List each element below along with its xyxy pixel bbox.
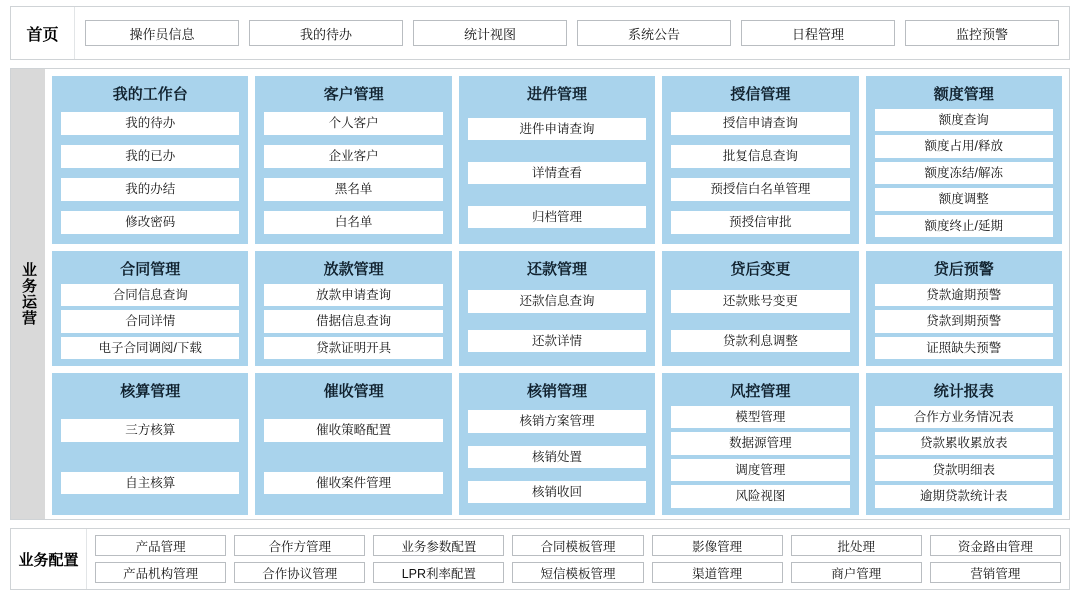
module-card <box>866 76 1062 244</box>
module-card <box>459 373 655 515</box>
config-item[interactable]: 合作协议管理 <box>234 562 365 583</box>
module-card <box>255 373 451 515</box>
module-card-items <box>468 284 646 359</box>
module-card-title: 客户管理 <box>323 86 384 103</box>
module-card-items <box>264 109 442 237</box>
module-card-items <box>468 406 646 508</box>
module-card <box>52 373 248 515</box>
module-card-item[interactable]: 放款申请查询 <box>264 284 442 306</box>
module-card-items <box>264 406 442 508</box>
module-card-item[interactable]: 预授信白名单管理 <box>671 178 849 200</box>
module-card-title: 我的工作台 <box>112 86 188 103</box>
module-card-item[interactable]: 合作方业务情况表 <box>875 406 1053 428</box>
module-card-item[interactable]: 企业客户 <box>264 145 442 167</box>
top-nav-item[interactable]: 监控预警 <box>905 20 1059 46</box>
module-card-item[interactable]: 归档管理 <box>468 206 646 228</box>
module-card-item[interactable]: 贷款证明开具 <box>264 337 442 359</box>
module-card-item[interactable]: 核销处置 <box>468 446 646 468</box>
module-card-item[interactable]: 详情查看 <box>468 162 646 184</box>
module-card-items <box>875 406 1053 508</box>
config-item[interactable]: LPR利率配置 <box>373 562 504 583</box>
module-card-item[interactable]: 还款账号变更 <box>671 290 849 312</box>
module-card-items <box>61 284 239 359</box>
module-card-item[interactable]: 授信申请查询 <box>671 112 849 134</box>
config-item[interactable]: 产品管理 <box>95 535 226 556</box>
module-card-item[interactable]: 还款信息查询 <box>468 290 646 312</box>
operations-label: 业务运营 <box>11 69 45 519</box>
module-card-item[interactable]: 我的待办 <box>61 112 239 134</box>
module-card-item[interactable]: 贷款累收累放表 <box>875 432 1053 454</box>
module-card-items <box>61 109 239 237</box>
module-card-title: 合同管理 <box>120 260 181 278</box>
module-card <box>662 251 858 366</box>
module-card-item[interactable]: 批复信息查询 <box>671 145 849 167</box>
module-card <box>866 373 1062 515</box>
config-item[interactable]: 营销管理 <box>930 562 1061 583</box>
top-nav-item[interactable]: 日程管理 <box>741 20 895 46</box>
config-label: 业务配置 <box>11 529 87 589</box>
module-card-item[interactable]: 调度管理 <box>671 459 849 481</box>
module-card-item[interactable]: 预授信审批 <box>671 211 849 233</box>
top-nav-label: 首页 <box>11 7 75 59</box>
config-item[interactable]: 合同模板管理 <box>512 535 643 556</box>
module-card-item[interactable]: 进件申请查询 <box>468 118 646 140</box>
module-card-item[interactable]: 额度查询 <box>875 109 1053 131</box>
module-card-items <box>264 284 442 359</box>
config-item[interactable]: 批处理 <box>791 535 922 556</box>
module-card-item[interactable]: 核销方案管理 <box>468 410 646 432</box>
top-nav-item[interactable]: 系统公告 <box>577 20 731 46</box>
top-nav-item[interactable]: 我的待办 <box>249 20 403 46</box>
module-card-item[interactable]: 催收案件管理 <box>264 472 442 494</box>
module-card-item[interactable]: 合同信息查询 <box>61 284 239 306</box>
module-card <box>866 251 1062 366</box>
module-card-items <box>671 406 849 508</box>
module-card-title: 还款管理 <box>526 260 587 278</box>
module-card-item[interactable]: 我的已办 <box>61 145 239 167</box>
module-card-item[interactable]: 我的办结 <box>61 178 239 200</box>
module-card-item[interactable]: 额度冻结/解冻 <box>875 162 1053 184</box>
module-card-title: 贷后预警 <box>933 260 994 278</box>
module-card-item[interactable]: 证照缺失预警 <box>875 337 1053 359</box>
module-card-item[interactable]: 额度占用/释放 <box>875 135 1053 157</box>
config-item[interactable]: 资金路由管理 <box>930 535 1061 556</box>
config-item[interactable]: 商户管理 <box>791 562 922 583</box>
config-item[interactable]: 短信模板管理 <box>512 562 643 583</box>
module-card-items <box>61 406 239 508</box>
module-card-item[interactable]: 合同详情 <box>61 310 239 332</box>
module-card-item[interactable]: 贷款利息调整 <box>671 330 849 352</box>
module-card-title: 风控管理 <box>730 383 791 400</box>
module-card <box>662 76 858 244</box>
module-card-item[interactable]: 修改密码 <box>61 211 239 233</box>
module-card-item[interactable]: 贷款明细表 <box>875 459 1053 481</box>
module-card-title: 统计报表 <box>933 383 994 400</box>
module-card-item[interactable]: 数据源管理 <box>671 432 849 454</box>
module-card-item[interactable]: 自主核算 <box>61 472 239 494</box>
module-card-item[interactable]: 模型管理 <box>671 406 849 428</box>
module-card-items <box>468 109 646 237</box>
top-nav-section <box>10 6 1070 60</box>
config-section <box>10 528 1070 590</box>
module-card-title: 放款管理 <box>323 260 384 278</box>
module-card <box>255 76 451 244</box>
module-card-item[interactable]: 三方核算 <box>61 419 239 441</box>
module-card <box>255 251 451 366</box>
module-card-title: 核算管理 <box>120 383 181 400</box>
module-card <box>662 373 858 515</box>
module-card-item[interactable]: 核销收回 <box>468 481 646 503</box>
module-card-item[interactable]: 白名单 <box>264 211 442 233</box>
module-card-item[interactable]: 催收策略配置 <box>264 419 442 441</box>
module-card-title: 催收管理 <box>323 383 384 400</box>
config-item[interactable]: 渠道管理 <box>652 562 783 583</box>
module-card-title: 进件管理 <box>526 86 587 103</box>
module-card-item[interactable]: 电子合同调阅/下载 <box>61 337 239 359</box>
module-card-title: 额度管理 <box>933 86 994 103</box>
module-card-items <box>875 284 1053 359</box>
module-card-item[interactable]: 黑名单 <box>264 178 442 200</box>
module-card-items <box>875 109 1053 237</box>
module-card-items <box>671 284 849 359</box>
module-card-item[interactable]: 贷款到期预警 <box>875 310 1053 332</box>
module-card-title: 核销管理 <box>526 383 587 400</box>
top-nav-item[interactable]: 操作员信息 <box>85 20 239 46</box>
module-card-item[interactable]: 借据信息查询 <box>264 310 442 332</box>
module-card-item[interactable]: 贷款逾期预警 <box>875 284 1053 306</box>
module-card <box>459 251 655 366</box>
module-card-item[interactable]: 个人客户 <box>264 112 442 134</box>
config-item[interactable]: 产品机构管理 <box>95 562 226 583</box>
module-card-items <box>671 109 849 237</box>
operations-section <box>10 68 1070 520</box>
module-card-item[interactable]: 额度终止/延期 <box>875 215 1053 237</box>
operations-grid <box>45 69 1069 519</box>
module-card <box>459 76 655 244</box>
top-nav-items <box>75 7 1069 59</box>
config-item[interactable]: 影像管理 <box>652 535 783 556</box>
module-card-item[interactable]: 额度调整 <box>875 188 1053 210</box>
module-card-title: 授信管理 <box>730 86 791 103</box>
module-card-item[interactable]: 逾期贷款统计表 <box>875 485 1053 507</box>
config-grid <box>87 529 1069 589</box>
top-nav-item[interactable]: 统计视图 <box>413 20 567 46</box>
module-card-title: 贷后变更 <box>730 260 791 278</box>
module-card-item[interactable]: 风险视图 <box>671 485 849 507</box>
module-card-item[interactable]: 还款详情 <box>468 330 646 352</box>
config-item[interactable]: 业务参数配置 <box>373 535 504 556</box>
module-card <box>52 251 248 366</box>
config-item[interactable]: 合作方管理 <box>234 535 365 556</box>
module-card <box>52 76 248 244</box>
